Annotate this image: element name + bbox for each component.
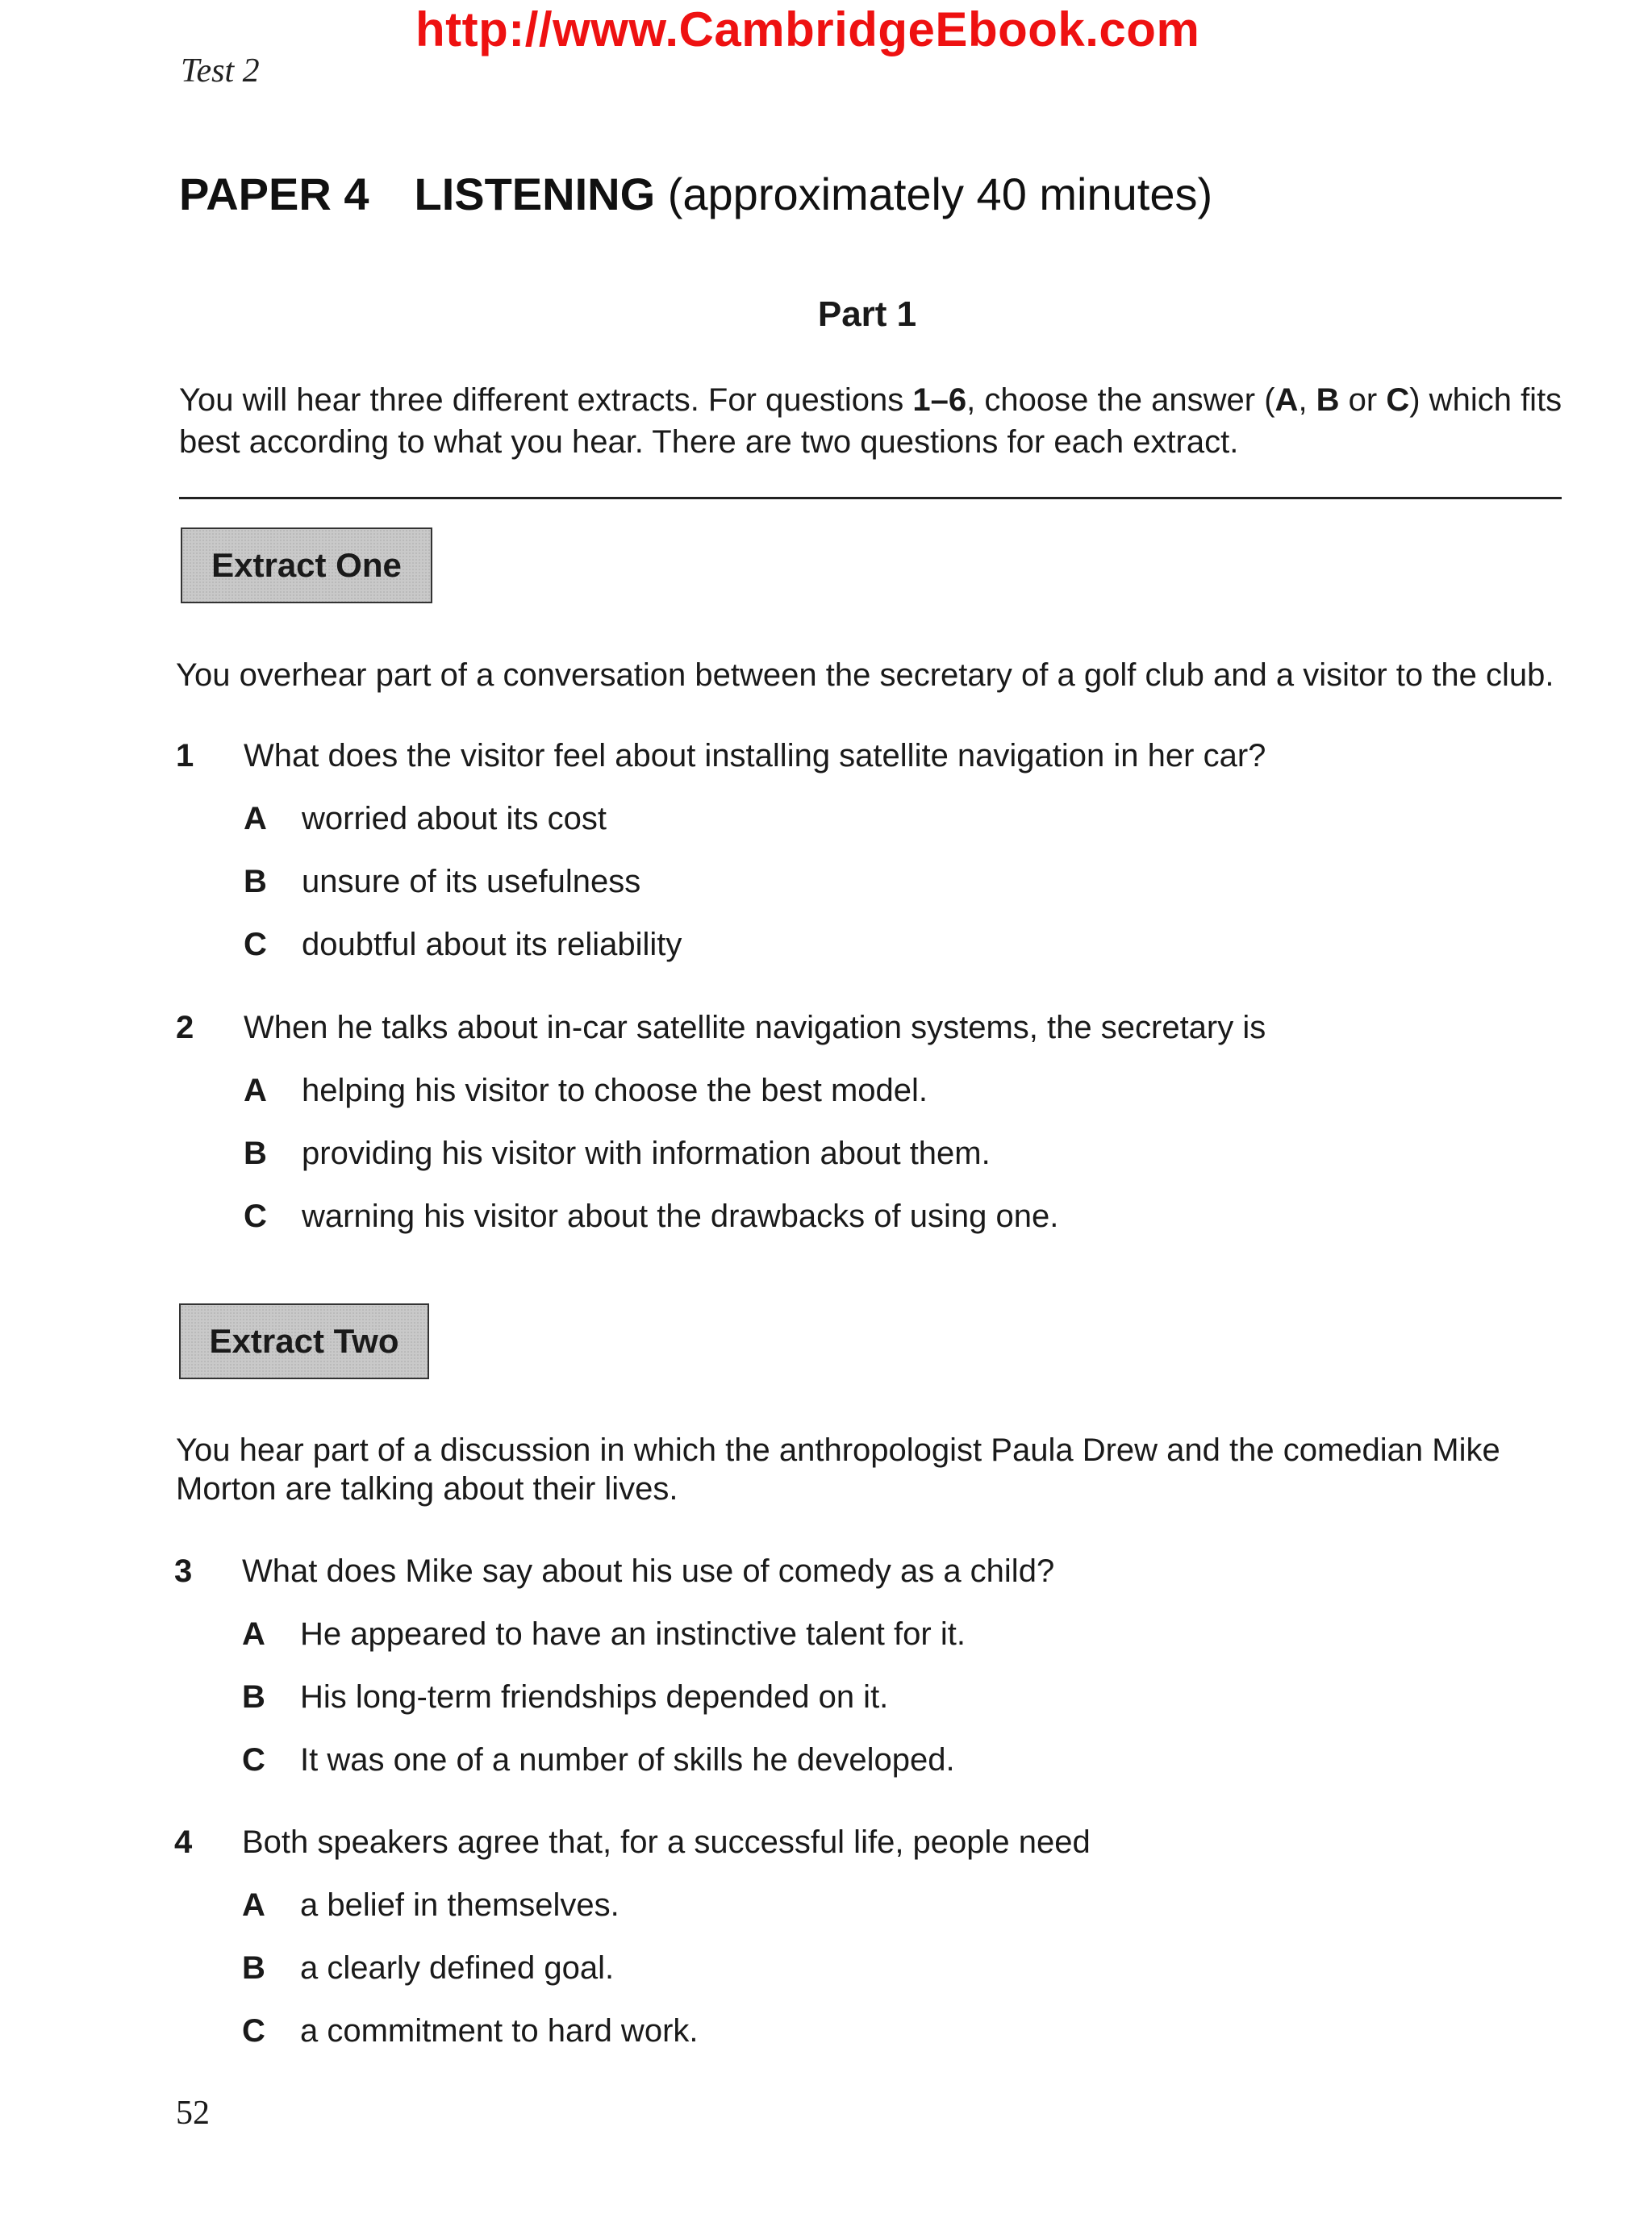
option-text: worried about its cost (302, 801, 607, 836)
option-text: He appeared to have an instinctive talent for it. (300, 1616, 966, 1652)
option-letter: A (244, 1073, 267, 1108)
option-letter: C (242, 2013, 265, 2049)
option-letter: B (242, 1950, 265, 1986)
paper-duration: (approximately 40 minutes) (667, 169, 1213, 219)
option-letter: A (242, 1887, 265, 1923)
instr-text: or (1339, 382, 1387, 418)
option-text: warning his visitor about the drawbacks of using one. (302, 1199, 1059, 1234)
extract-one-label: Extract One (181, 527, 432, 603)
instr-bold: B (1316, 382, 1340, 418)
instr-bold: C (1386, 382, 1410, 418)
question-stem: What does the visitor feel about installing satellite navigation in her car? (244, 738, 1266, 773)
instr-bold: A (1274, 382, 1299, 418)
paper-title (179, 168, 1212, 220)
option-letter: C (242, 1742, 265, 1778)
option-letter: A (242, 1616, 265, 1652)
option-text: helping his visitor to choose the best model. (302, 1073, 928, 1108)
question-stem: What does Mike say about his use of comedy as a child? (242, 1553, 1055, 1589)
paper-section: LISTENING (414, 169, 656, 219)
instructions (179, 379, 1566, 463)
question-number: 1 (176, 738, 194, 773)
running-head: Test 2 (181, 52, 260, 90)
option-text: unsure of its usefulness (302, 864, 641, 899)
question-number: 2 (176, 1010, 194, 1045)
extract-two-context: You hear part of a discussion in which the anthropologist Paula Drew and the comedian Mike Morton are talking about their lives. (176, 1432, 1500, 1507)
page-number: 52 (176, 2095, 210, 2132)
divider (179, 497, 1562, 499)
extract-one-context: You overhear part of a conversation between the secretary of a golf club and a visitor to the club. (176, 657, 1554, 693)
paper-number: PAPER 4 (179, 169, 369, 219)
option-letter: C (244, 927, 267, 962)
instr-text: , choose the answer ( (966, 382, 1275, 418)
question-number: 3 (174, 1553, 193, 1589)
option-text: a commitment to hard work. (300, 2013, 699, 2049)
source-url-watermark: http://www.CambridgeEbook.com (415, 2, 1200, 56)
option-text: doubtful about its reliability (302, 927, 682, 962)
question-stem: When he talks about in-car satellite navigation systems, the secretary is (244, 1010, 1266, 1045)
option-letter: B (244, 864, 267, 899)
option-letter: A (244, 801, 267, 836)
option-text: His long-term friendships depended on it. (300, 1679, 889, 1715)
option-text: providing his visitor with information about them. (302, 1136, 991, 1171)
option-letter: B (244, 1136, 267, 1171)
instr-text: You will hear three different extracts. For questions (179, 382, 913, 418)
option-text: It was one of a number of skills he developed. (300, 1742, 955, 1778)
part-heading: Part 1 (817, 294, 917, 334)
instr-text: , (1298, 382, 1316, 418)
option-letter: C (244, 1199, 267, 1234)
instr-bold: 1–6 (912, 382, 967, 418)
question-stem: Both speakers agree that, for a successful life, people need (242, 1824, 1091, 1860)
extract-two-label: Extract Two (179, 1303, 429, 1379)
instr-text: ) which fits best according to what you hear. There are two questions for each extract. (179, 382, 1562, 460)
option-text: a clearly defined goal. (300, 1950, 615, 1986)
option-text: a belief in themselves. (300, 1887, 620, 1923)
option-letter: B (242, 1679, 265, 1715)
question-number: 4 (174, 1824, 193, 1860)
